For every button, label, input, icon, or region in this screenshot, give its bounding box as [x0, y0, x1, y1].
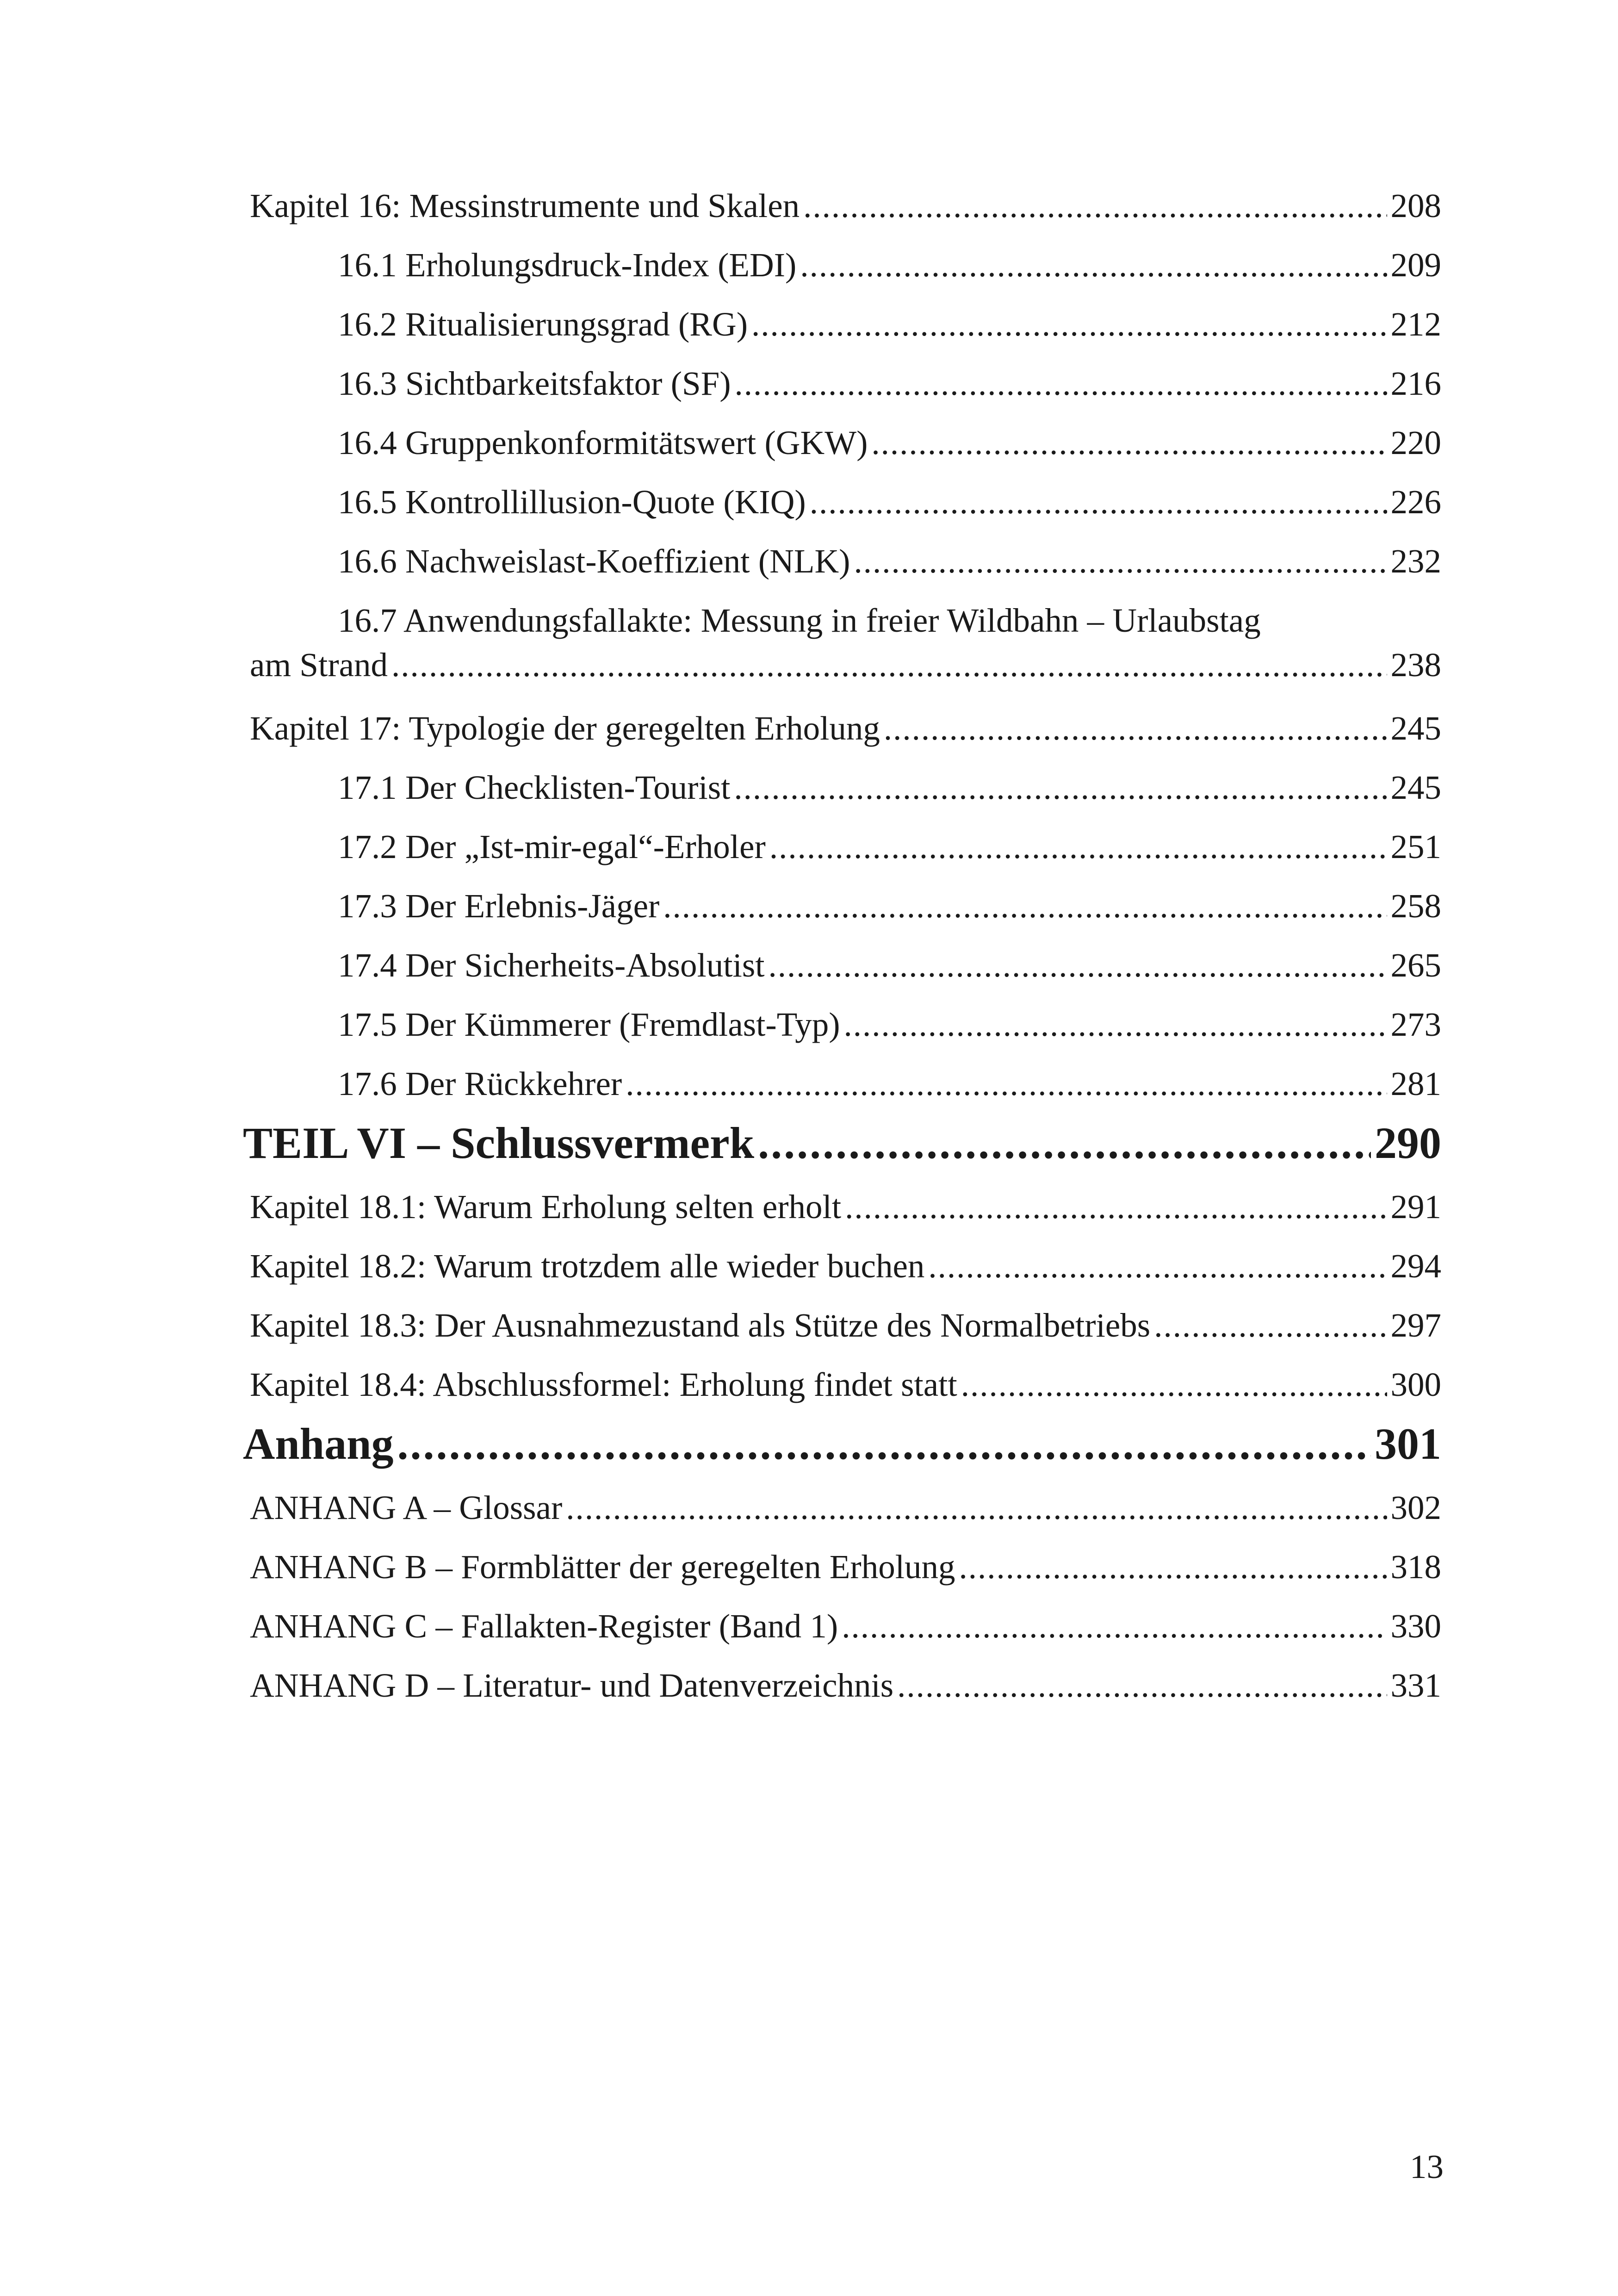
toc-entry[interactable] — [250, 598, 1441, 687]
dot-leader — [810, 480, 1387, 524]
toc-entry-page: 300 — [1390, 1366, 1441, 1403]
toc-entry-label: 16.3 Sichtbarkeitsfaktor (SF) — [338, 365, 731, 402]
toc-entry-label: Kapitel 18.1: Warum Erholung selten erholt — [250, 1188, 842, 1226]
dot-leader — [844, 1002, 1387, 1047]
toc-entry-page: 258 — [1390, 887, 1441, 925]
toc-entry-label: 16.7 Anwendungsfallakte: Messung in freier Wildbahn – Urlaubstag — [338, 602, 1261, 639]
toc-entry-page: 209 — [1390, 246, 1441, 284]
toc-entry-page: 301 — [1375, 1419, 1441, 1468]
toc-entry-label: Kapitel 16: Messinstrumente und Skalen — [250, 187, 800, 224]
toc-entry-label: 16.5 Kontrollillusion-Quote (KIQ) — [338, 483, 806, 521]
toc-entry-label: 16.6 Nachweislast-Koeffizient (NLK) — [338, 542, 850, 580]
toc-entry-page: 302 — [1390, 1489, 1441, 1526]
toc-entry[interactable] — [250, 302, 1441, 347]
toc-entry-page: 291 — [1390, 1188, 1441, 1226]
dot-leader — [751, 302, 1387, 347]
dot-leader — [959, 1545, 1387, 1589]
dot-leader — [769, 943, 1387, 988]
toc-entry[interactable] — [250, 1062, 1441, 1106]
toc-entry[interactable] — [250, 706, 1441, 751]
toc-entry-page: 245 — [1390, 709, 1441, 747]
toc-entry-label: Kapitel 18.4: Abschlussformel: Erholung findet statt — [250, 1366, 957, 1403]
toc-entry[interactable] — [250, 480, 1441, 524]
toc-entry-page: 226 — [1390, 483, 1441, 521]
toc-entry-label: 16.2 Ritualisierungsgrad (RG) — [338, 305, 748, 343]
toc-entry[interactable] — [250, 1604, 1441, 1649]
toc-entry[interactable] — [250, 765, 1441, 810]
toc-entry-page: 232 — [1390, 542, 1441, 580]
toc-entry-page: 251 — [1390, 828, 1441, 865]
toc-entry-page: 297 — [1390, 1307, 1441, 1344]
dot-leader — [800, 243, 1387, 287]
toc-entry-page: 290 — [1375, 1118, 1441, 1168]
toc-entry-page: 281 — [1390, 1065, 1441, 1102]
toc-entry[interactable] — [250, 421, 1441, 465]
toc-entry[interactable] — [250, 884, 1441, 928]
toc-entry[interactable] — [250, 1303, 1441, 1348]
toc-entry-label: ANHANG C – Fallakten-Register (Band 1) — [250, 1607, 838, 1645]
toc-entry-label: Kapitel 17: Typologie der geregelten Erholung — [250, 709, 880, 747]
toc-entry[interactable] — [250, 539, 1441, 584]
toc-entry-label: ANHANG D – Literatur- und Datenverzeichnis — [250, 1667, 894, 1704]
toc-entry-page: 294 — [1390, 1247, 1441, 1285]
dot-leader — [566, 1486, 1387, 1530]
dot-leader — [897, 1663, 1387, 1708]
toc-entry-page: 208 — [1390, 187, 1441, 224]
toc-entry-label: ANHANG B – Formblätter der geregelten Erholung — [250, 1548, 955, 1586]
dot-leader — [928, 1244, 1387, 1288]
toc-entry-label: 17.6 Der Rückkehrer — [338, 1065, 622, 1102]
toc-entry-page: 212 — [1390, 305, 1441, 343]
dot-leader — [1154, 1303, 1387, 1348]
toc-entry-page: 331 — [1390, 1667, 1441, 1704]
dot-leader — [871, 421, 1387, 465]
toc-entry[interactable] — [250, 1486, 1441, 1530]
toc-entry-label: 17.2 Der „Ist-mir-egal“-Erholer — [338, 828, 766, 865]
toc-entry-label: 17.5 Der Kümmerer (Fremdlast-Typ) — [338, 1006, 840, 1043]
dot-leader — [803, 184, 1387, 228]
toc-entry-label: 17.1 Der Checklisten-Tourist — [338, 769, 731, 806]
toc-entry-label: Kapitel 18.2: Warum trotzdem alle wieder buchen — [250, 1247, 925, 1285]
dot-leader — [769, 825, 1387, 869]
toc-entry[interactable] — [250, 184, 1441, 228]
dot-leader — [854, 539, 1387, 584]
toc-entry[interactable] — [250, 1244, 1441, 1288]
toc-entry-page: 238 — [1390, 646, 1441, 684]
toc-entry-page: 265 — [1390, 946, 1441, 984]
toc-entry[interactable] — [250, 361, 1441, 406]
dot-leader — [842, 1604, 1387, 1649]
toc-entry-label: Anhang — [243, 1419, 394, 1468]
toc-part-heading[interactable] — [243, 1115, 1441, 1171]
toc-entry-label: TEIL VI – Schlussvermerk — [243, 1118, 755, 1168]
dot-leader — [961, 1363, 1387, 1407]
toc-entry-label: 16.1 Erholungsdruck-Index (EDI) — [338, 246, 797, 284]
toc-part-heading[interactable] — [243, 1416, 1441, 1472]
toc-entry-page: 273 — [1390, 1006, 1441, 1043]
dot-leader — [758, 1115, 1371, 1171]
toc-entry-page: 330 — [1390, 1607, 1441, 1645]
toc-entry[interactable] — [250, 1663, 1441, 1708]
toc-entry-page: 216 — [1390, 365, 1441, 402]
dot-leader — [735, 361, 1387, 406]
toc-entry-label: 17.4 Der Sicherheits-Absolutist — [338, 946, 765, 984]
toc-entry[interactable] — [250, 825, 1441, 869]
dot-leader — [663, 884, 1387, 928]
toc-entry[interactable] — [250, 1002, 1441, 1047]
toc-entry[interactable] — [250, 1185, 1441, 1229]
toc-entry[interactable] — [250, 243, 1441, 287]
page-number: 13 — [1410, 2148, 1444, 2185]
dot-leader — [626, 1062, 1387, 1106]
toc-entry-label-continuation: am Strand — [250, 646, 388, 684]
toc-entry-page: 220 — [1390, 424, 1441, 461]
toc-entry[interactable] — [250, 1363, 1441, 1407]
toc-entry-page: 318 — [1390, 1548, 1441, 1586]
dot-leader — [397, 1416, 1371, 1472]
toc-entry-label: 16.4 Gruppenkonformitätswert (GKW) — [338, 424, 868, 461]
toc-entry-page: 245 — [1390, 769, 1441, 806]
toc-entry-label: ANHANG A – Glossar — [250, 1489, 563, 1526]
dot-leader — [734, 765, 1387, 810]
dot-leader — [391, 643, 1387, 687]
dot-leader — [845, 1185, 1387, 1229]
toc-entry-label: Kapitel 18.3: Der Ausnahmezustand als Stütze des Normalbetriebs — [250, 1307, 1151, 1344]
toc-entry[interactable] — [250, 943, 1441, 988]
toc-entry[interactable] — [250, 1545, 1441, 1589]
dot-leader — [884, 706, 1387, 751]
toc-entry-label: 17.3 Der Erlebnis-Jäger — [338, 887, 660, 925]
